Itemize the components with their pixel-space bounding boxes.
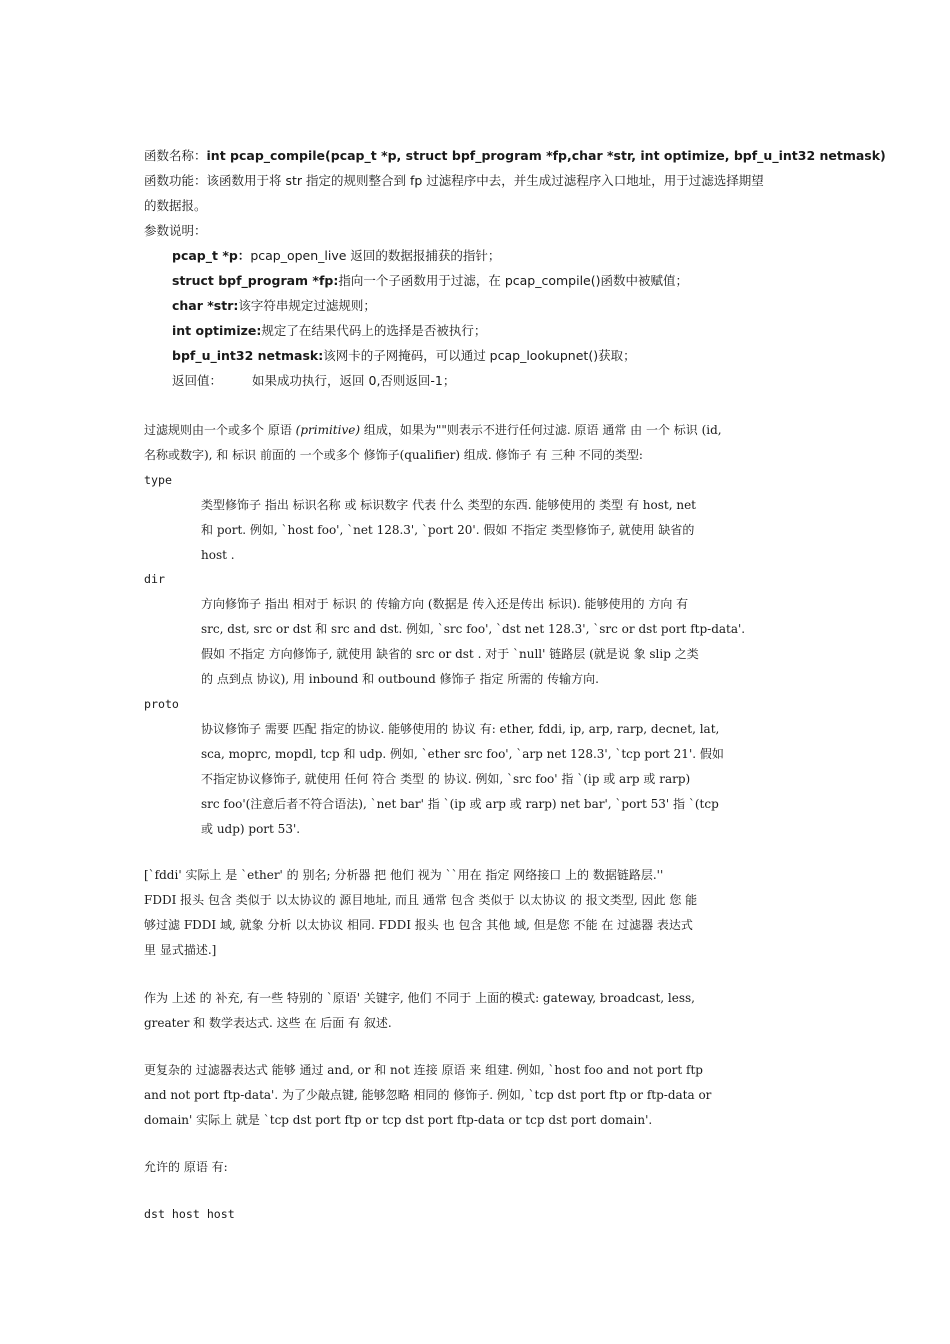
param-desc: 规定了在结果代码上的选择是否被执行； (261, 323, 487, 338)
param-name: bpf_u_int32 netmask: (172, 348, 324, 363)
fddi-line: [`fddi' 实际上 是 `ether' 的 别名; 分析器 把 他们 视为 ``用在 指定 网络接口 上的 数据链路层.'' (144, 868, 664, 882)
function-name-line (144, 148, 886, 164)
param-row (172, 323, 486, 339)
type-line: 类型修饰子 指出 标识名称 或 标识数字 代表 什么 类型的东西. 能够使用的 类型 有 host, net (201, 498, 696, 512)
fddi-line: 够过滤 FDDI 域, 就象 分析 以太协议 相同. FDDI 报头 也 包含 其他 域, 但是您 不能 在 过滤器 表达式 (144, 918, 693, 932)
fddi-line: 里 显式描述.] (144, 943, 217, 957)
param-name: struct bpf_program *fp: (172, 273, 339, 288)
param-row (172, 348, 636, 364)
type-line: host . (201, 548, 235, 562)
complex-line: domain' 实际上 就是 `tcp dst port ftp or tcp dst port ftp-data or tcp dst port domain'. (144, 1113, 653, 1127)
complex-line: 更复杂的 过滤器表达式 能够 通过 and, or 和 not 连接 原语 来 组建. 例如, `host foo and not port ftp (144, 1063, 703, 1077)
dir-line: src, dst, src or dst 和 src and dst. 例如, `src foo', `dst net 128.3', `src or dst port ftp-data'. (201, 622, 746, 636)
function-description-line-1 (144, 173, 764, 189)
function-description-line-2: 的数据报。 (144, 198, 207, 213)
function-signature: int pcap_compile(pcap_t *p, struct bpf_program *fp,char *str, int optimize, bpf_u_int32 netmask) (206, 148, 886, 163)
param-name: pcap_t *p： (172, 248, 251, 263)
section-title-dir: dir (144, 572, 165, 586)
complex-line: and not port ftp-data'. 为了少敲点键, 能够忽略 相同的 修饰子. 例如, `tcp dst port ftp or ftp-data or (144, 1088, 712, 1102)
dir-line: 假如 不指定 方向修饰子, 就使用 缺省的 src or dst . 对于 `null' 链路层 (就是说 象 slip 之类 (201, 647, 699, 661)
param-name: char *str: (172, 298, 239, 313)
proto-line: 不指定协议修饰子, 就使用 任何 符合 类型 的 协议. 例如, `src foo' 指 `(ip 或 arp 或 rarp) (201, 772, 691, 786)
param-row (172, 298, 376, 314)
special-line: 作为 上述 的 补充, 有一些 特别的 `原语' 关键字, 他们 不同于 上面的模式: gateway, broadcast, less, (144, 991, 695, 1005)
special-line: greater 和 数学表达式. 这些 在 后面 有 叙述. (144, 1016, 392, 1030)
return-text: 如果成功执行，返回 0,否则返回-1； (252, 373, 456, 388)
param-name: int optimize: (172, 323, 262, 338)
param-row (172, 248, 500, 264)
function-desc-text: 该函数用于将 str 指定的规则整合到 fp 过滤程序中去，并生成过滤程序入口地址，用于过滤选择期望 (206, 173, 764, 188)
primitive-term: (primitive) (295, 423, 361, 437)
return-label: 返回值： (172, 373, 223, 388)
proto-line: src foo'(注意后者不符合语法), `net bar' 指 `(ip 或 arp 或 rarp) net bar', `port 53' 指 `(tcp (201, 797, 719, 811)
dir-line: 的 点到点 协议), 用 inbound 和 outbound 修饰子 指定 所需的 传输方向. (201, 672, 599, 686)
type-line: 和 port. 例如, `host foo', `net 128.3', `port 20'. 假如 不指定 类型修饰子, 就使用 缺省的 (201, 523, 695, 537)
intro-line-2: 名称或数字), 和 标识 前面的 一个或多个 修饰子(qualifier) 组成. 修饰子 有 三种 不同的类型: (144, 448, 643, 462)
param-desc: pcap_open_live 返回的数据报捕获的指针； (250, 248, 501, 263)
function-desc-label: 函数功能： (144, 173, 207, 188)
param-row (172, 273, 688, 289)
function-name-label: 函数名称： (144, 148, 207, 163)
section-title-type: type (144, 473, 172, 487)
allowed-primitives-label: 允许的 原语 有: (144, 1160, 228, 1174)
parameters-label: 参数说明： (144, 223, 207, 238)
fddi-line: FDDI 报头 包含 类似于 以太协议的 源目地址, 而且 通常 包含 类似于 以太协议 的 报文类型, 因此 您 能 (144, 893, 698, 907)
proto-line: 协议修饰子 需要 匹配 指定的协议. 能够使用的 协议 有: ether, fddi, ip, arp, rarp, decnet, lat, (201, 722, 720, 736)
param-desc: 指向一个子函数用于过滤，在 pcap_compile()函数中被赋值； (338, 273, 689, 288)
param-desc: 该字符串规定过滤规则； (238, 298, 376, 313)
intro-text-b: 组成，如果为""则表示不进行任何过滤. 原语 通常 由 一个 标识 (id, (360, 423, 722, 437)
section-title-proto: proto (144, 697, 179, 711)
intro-line-1 (144, 422, 722, 438)
proto-line: 或 udp) port 53'. (201, 822, 301, 836)
param-desc: 该网卡的子网掩码，可以通过 pcap_lookupnet()获取； (323, 348, 636, 363)
proto-line: sca, moprc, mopdl, tcp 和 udp. 例如, `ether src foo', `arp net 128.3', `tcp port 21'. 假如 (201, 747, 724, 761)
dir-line: 方向修饰子 指出 相对于 标识 的 传输方向 (数据是 传入还是传出 标识). 能够使用的 方向 有 (201, 597, 689, 611)
intro-text-a: 过滤规则由一个或多个 原语 (144, 423, 296, 437)
dst-host-primitive: dst host host (144, 1207, 235, 1221)
return-value-row (172, 373, 455, 389)
